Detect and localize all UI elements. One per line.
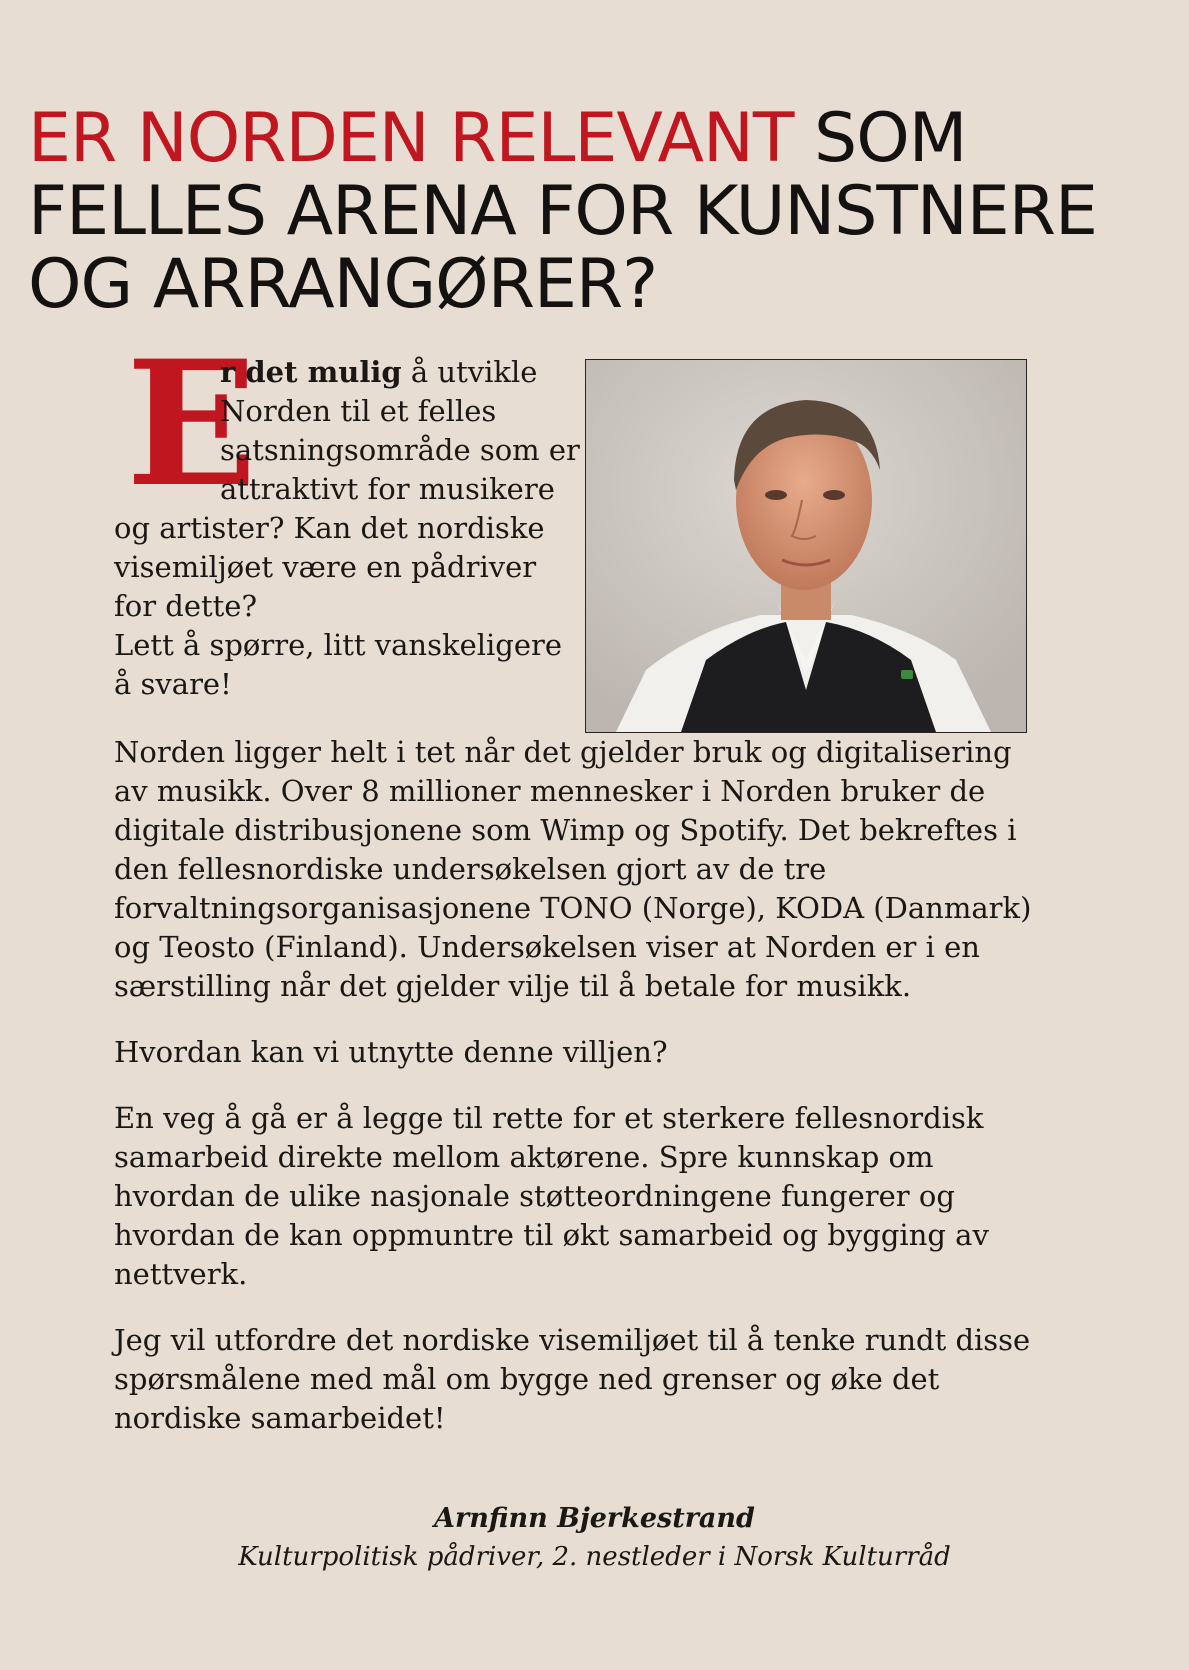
headline-rest: SOM FELLES ARENA FOR KUNSTNERE OG ARRANGØRER? [28, 99, 1097, 324]
portrait-illustration [586, 360, 1026, 732]
author-name: Arnfinn Bjerkestrand [434, 1503, 755, 1534]
body-paragraph-4: Jeg vil utfordre det nordiske visemiljøet til å tenke rundt disse spørsmålene med mål om bygge ned grenser og øke det nordiske samarbeidet! [114, 1323, 1031, 1435]
article-body [114, 733, 1034, 1465]
headline-accent: ER NORDEN RELEVANT [28, 99, 794, 178]
intro-text [114, 322, 584, 704]
body-paragraph-1: Norden ligger helt i tet når det gjelder bruk og digitalisering av musikk. Over 8 millioner mennesker i Norden bruker de digitale distribusjonene som Wimp og Spotify. Det bekreftes i den fellesnordiske undersøkelsen gjort av de tre forvaltningsorganisasjonene TONO (Norge), KODA (Danmark) og Teosto (Finland). Undersøkelsen viser at Norden er i en særstilling når det gjelder vilje til å betale for musikk. [114, 735, 1032, 1003]
body-paragraph-2: Hvordan kan vi utnytte denne villjen? [114, 1035, 668, 1069]
intro-lead-rest: å utvikle Norden til et felles satsningsområde som er attraktivt for musikere og artister? Kan det nordiske visemiljøet være en pådriver for dette? [114, 355, 580, 623]
body-paragraph-3: En veg å gå er å legge til rette for et sterkere fellesnordisk samarbeid direkte mellom aktørene. Spre kunnskap om hvordan de ulike nasjonale støtteordningene fungerer og hvordan de kan oppmuntre til økt samarbeid og bygging av nettverk. [114, 1101, 989, 1291]
intro-lead-bold: r det mulig [220, 355, 402, 389]
author-portrait [585, 359, 1027, 733]
signature-block [0, 1500, 1189, 1576]
intro-line2: Lett å spørre, litt vanskeligere å svare! [114, 628, 563, 701]
headline [28, 99, 1178, 324]
drop-cap: E [126, 322, 258, 525]
author-role: Kulturpolitisk pådriver, 2. nestleder i Norsk Kulturråd [238, 1542, 951, 1572]
